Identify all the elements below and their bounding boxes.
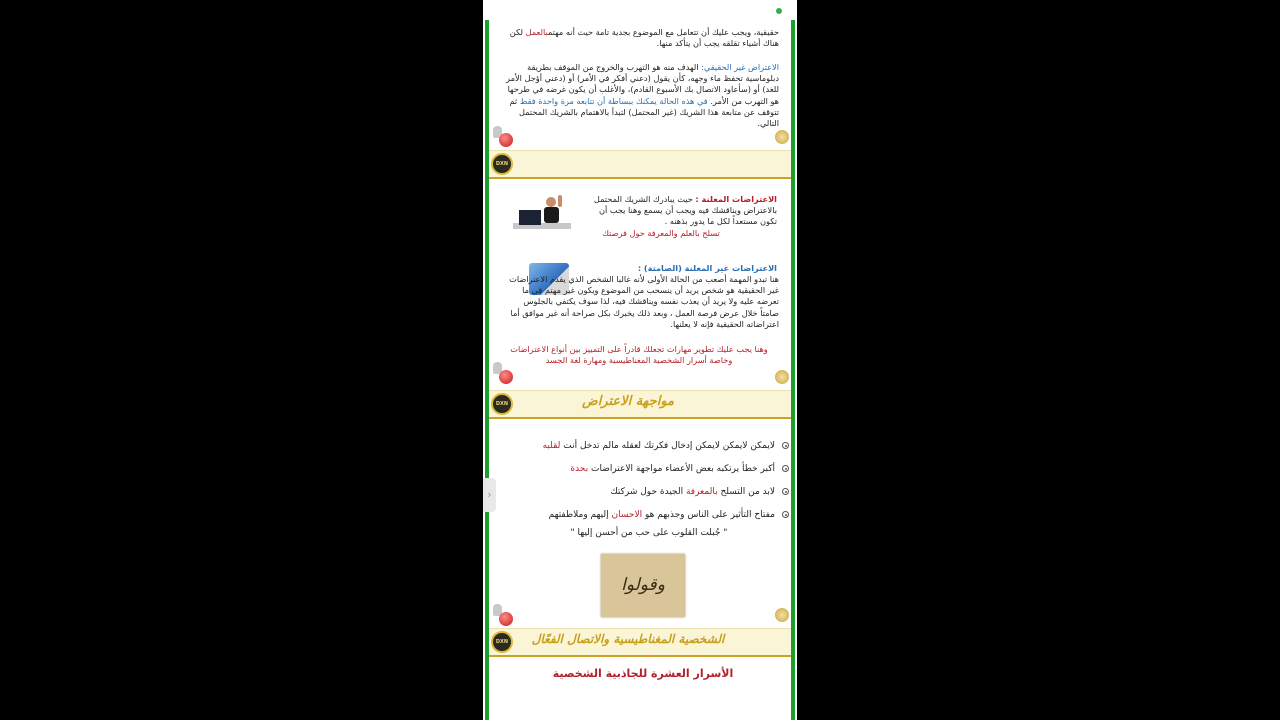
- para2-body: الهدف منه هو التهرب والخروج من الموقف بطريقة دبلوماسية تحفظ ماء وجهه، كأن يقول (دعني أفكر في الأمر) أو (دعني أؤجل الأمر للغد) أو (سأعاود الاتصال بك الأسبوع القادم)، والأغلب أن يكون غرضه في طرحها هو التهرب من الأمر.: [506, 62, 779, 106]
- undeclared-body: هنا تبدو المهمة أصعب من الحالة الأولى لأنه غالبا الشخص الذي يقدم الاعتراضات غير الحقيقية هو شخص يريد أن ينسحب من الموضوع ويكون غير مهتم في ما تعرضه عليه ولا يريد أن يعذب نفسه ويناقشك فيه، لذا سوف يكتفي بالجلوس صامتاً خلال عرض فرصة العمل ، وبعد ذلك يخبرك بكل صراحة أنه غير موافق أما اعتراضاته الحقيقية فإنه لا يعلنها.: [509, 274, 779, 329]
- lamp-icon: [775, 608, 789, 622]
- para2-heading: الاعتراض غير الحقيقي:: [701, 62, 779, 72]
- status-indicator-icon: [776, 8, 782, 14]
- bullet-text: لابد من التسلح: [717, 487, 775, 497]
- bullet-text: مفتاح التأثير على الناس وجذبهم هو: [642, 510, 775, 520]
- lamp-icon: [775, 370, 789, 384]
- document-page[interactable]: [485, 20, 795, 720]
- red-ball-icon: [499, 133, 513, 147]
- list-item: [499, 509, 789, 521]
- bullet-list: [499, 440, 789, 532]
- chevron-right-icon: ›: [487, 488, 492, 501]
- para2-body-end: ثم تتوقف عن متابعة هذا الشريك (غير المحتمل) لتبدأ بالاهتمام بالشريك المحتمل التالي.: [509, 95, 779, 129]
- section-band-1: [489, 150, 791, 179]
- bullet-text: لايمكن لايمكن لايمكن إدخال فكرتك لعقله مالم تدخل أنت: [560, 441, 775, 451]
- bullet-text-end: إليهم وملاطفتهم: [548, 510, 612, 520]
- list-item: [499, 440, 789, 452]
- bullet-icon: [782, 511, 789, 518]
- band-title-confronting: مواجهة الاعتراض: [581, 394, 675, 409]
- declared-body: حيث يبادرك الشريك المحتمل بالاعتراض ويناقشك فيه ويجب أن يسمع وهنا يجب أن تكون مستعداً لكل ما يدور بذهنه .: [593, 194, 777, 227]
- calligraphy-image: وقولوا: [601, 554, 685, 617]
- bullet-text: أكبر خطأ يرتكبه بعض الأعضاء مواجهة الاعتراضات: [588, 464, 775, 474]
- paragraph-unreal-objection: [503, 62, 779, 129]
- seal-icon: DXN: [491, 631, 513, 653]
- bullet-highlight: بحدة: [570, 464, 589, 474]
- lamp-icon: [775, 130, 789, 144]
- list-item: [499, 463, 789, 475]
- declared-objections: [581, 194, 777, 228]
- section-band-2: [489, 390, 791, 419]
- seal-icon: DXN: [491, 153, 513, 175]
- bullet-highlight: بالمعرفة: [685, 487, 718, 497]
- bullet-highlight: الاحسان: [611, 510, 643, 520]
- para1-text-end: لكن هناك أشياء تقلقه يجب أن يتأكد منها.: [509, 27, 779, 49]
- red-ball-icon: [499, 612, 513, 626]
- quote: " جُبلت القلوب على حب من أحسن إليها ": [570, 528, 728, 538]
- bullet-text-end: الجيدة حول شركتك: [610, 487, 686, 497]
- para1-highlight: بالعمل: [525, 27, 548, 37]
- undeclared-heading-block: [581, 263, 777, 274]
- section-band-3: [489, 628, 791, 657]
- seal-icon: DXN: [491, 393, 513, 415]
- bullet-icon: [782, 488, 789, 495]
- undeclared-heading: الاعتراضات غير المعلنة (الصامتة) :: [637, 263, 777, 273]
- declared-tip: تسلح بالعلم والمعرفة حول فرصتك: [602, 228, 720, 238]
- section-title: الأسرار العشرة للجاذبية الشخصية: [552, 667, 734, 680]
- bullet-highlight: لقلبه: [542, 441, 561, 451]
- declared-heading: الاعتراضات المعلنة :: [695, 194, 777, 204]
- paragraph-real-objection: [503, 27, 779, 49]
- list-item: [499, 486, 789, 498]
- phone-viewport: [483, 0, 797, 720]
- side-panel-handle[interactable]: [483, 478, 496, 512]
- status-bar: [483, 0, 797, 20]
- para2-highlight: في هذه الحالة يمكنك ببساطة أن تتابعه مرة واحدة فقط: [519, 95, 711, 106]
- undeclared-tip: وهنا يجب عليك تطوير مهارات تجعلك قادراً على التمييز بين أنواع الاعتراضات وخاصة أسرار الشخصية المغناطيسية ومهارة لغة الجسد: [510, 344, 768, 366]
- desk-man-illustration: [513, 193, 571, 233]
- red-ball-icon: [499, 370, 513, 384]
- band-title-magnetic: الشخصية المغناطيسية والاتصال الفعّال: [531, 632, 725, 646]
- bullet-icon: [782, 465, 789, 472]
- bullet-icon: [782, 442, 789, 449]
- para1-text: حقيقية، ويجب عليك أن تتعامل مع الموضوع بجدية تامة حيث أنه مهتم: [547, 27, 779, 37]
